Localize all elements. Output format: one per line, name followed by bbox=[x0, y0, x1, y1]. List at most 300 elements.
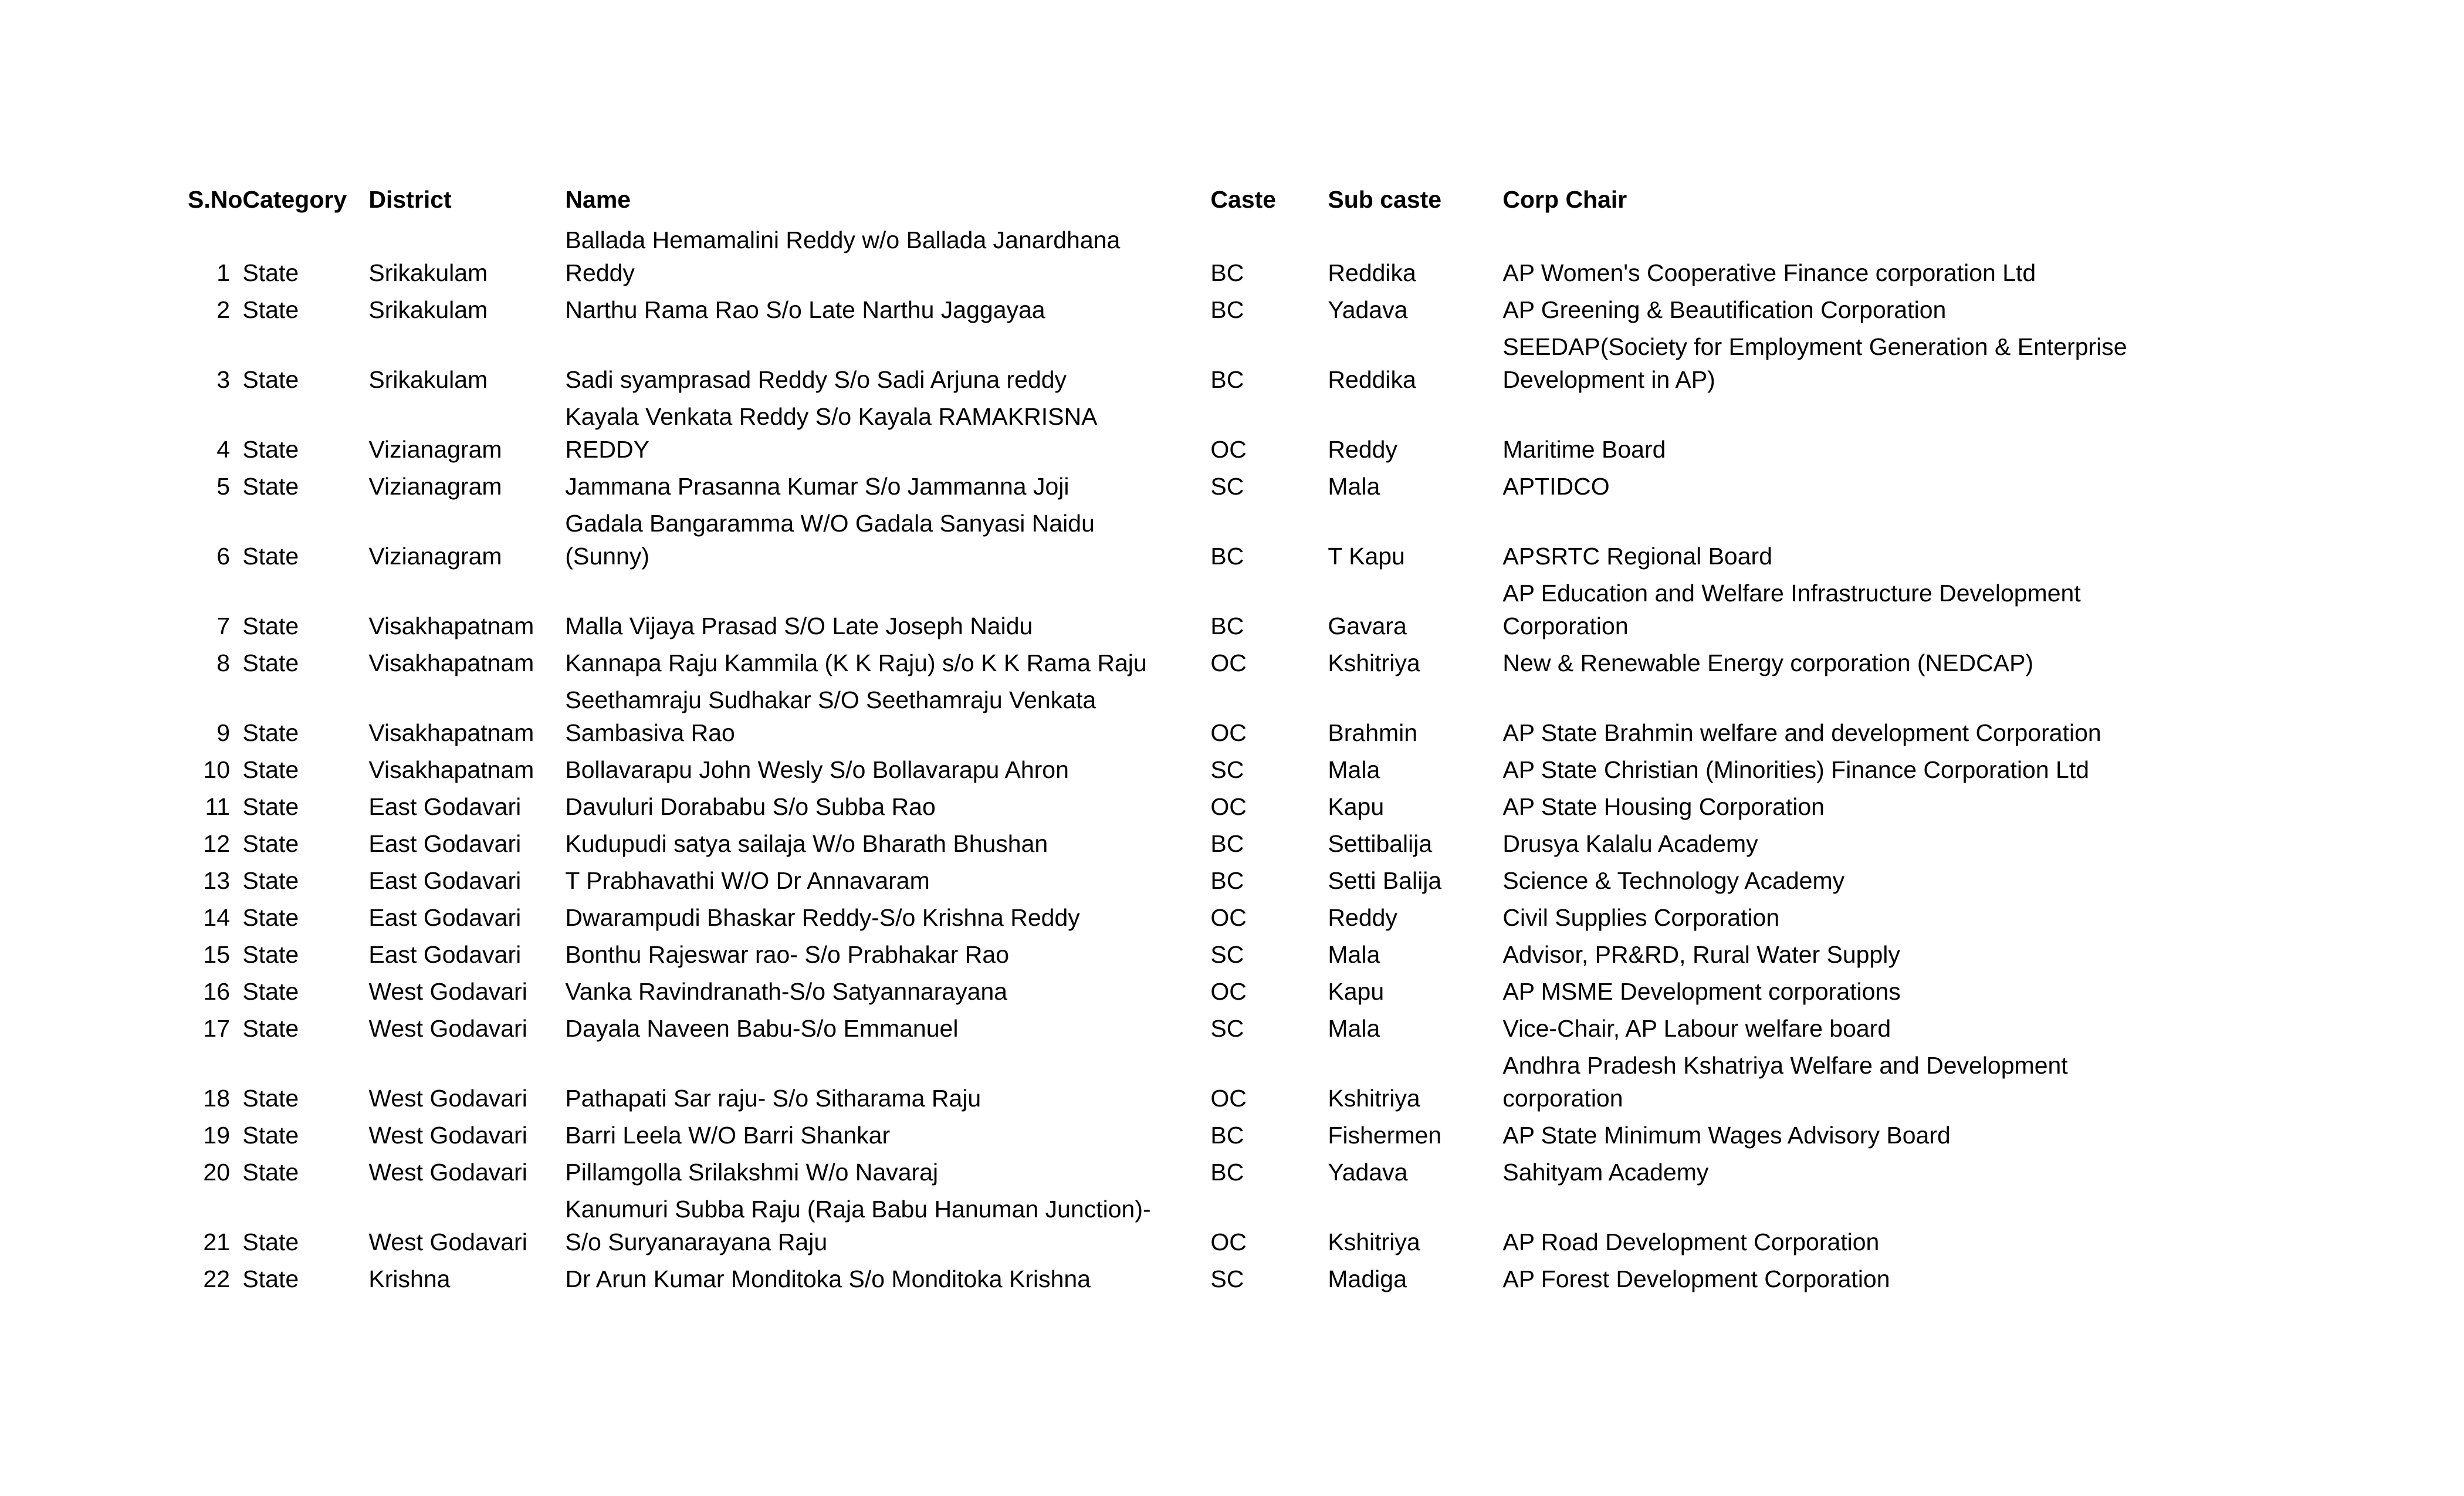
cell-category-text: State bbox=[242, 1159, 299, 1186]
table-row bbox=[176, 1259, 2160, 1296]
cell-category bbox=[242, 503, 368, 573]
cell-category bbox=[242, 327, 368, 397]
cell-category bbox=[242, 290, 368, 327]
cell-caste bbox=[1210, 935, 1328, 972]
cell-sno bbox=[176, 750, 242, 787]
cell-corp-chair-text: Advisor, PR&RD, Rural Water Supply bbox=[1502, 941, 1900, 968]
cell-district-text: East Godavari bbox=[368, 904, 522, 931]
cell-category bbox=[242, 1115, 368, 1152]
cell-sno bbox=[176, 397, 242, 466]
cell-caste bbox=[1210, 397, 1328, 466]
cell-subcaste-text: Madiga bbox=[1328, 1265, 1407, 1292]
cell-sno-text: 17 bbox=[203, 1015, 230, 1042]
cell-category-text: State bbox=[242, 649, 299, 676]
table-row bbox=[176, 397, 2160, 466]
cell-corp-chair bbox=[1502, 1008, 2160, 1045]
cell-caste bbox=[1210, 861, 1328, 898]
cell-corp-chair bbox=[1502, 220, 2160, 290]
cell-caste-text: OC bbox=[1210, 1085, 1247, 1112]
cell-district bbox=[368, 680, 565, 750]
cell-corp-chair-text: Civil Supplies Corporation bbox=[1502, 904, 1780, 931]
cell-category-text: State bbox=[242, 867, 299, 894]
cell-name bbox=[565, 327, 1210, 397]
cell-subcaste bbox=[1328, 1189, 1502, 1259]
cell-name-text: Dayala Naveen Babu-S/o Emmanuel bbox=[565, 1015, 959, 1042]
cell-subcaste-text: Kshitriya bbox=[1328, 1085, 1420, 1112]
cell-district-text: East Godavari bbox=[368, 941, 522, 968]
cell-district-text: Visakhapatnam bbox=[368, 756, 534, 783]
cell-name bbox=[565, 643, 1210, 680]
cell-district-text: East Godavari bbox=[368, 793, 522, 820]
cell-caste-text: SC bbox=[1210, 1015, 1244, 1042]
cell-subcaste bbox=[1328, 898, 1502, 935]
cell-subcaste bbox=[1328, 680, 1502, 750]
cell-category-text: State bbox=[242, 830, 299, 857]
cell-corp-chair-text: New & Renewable Energy corporation (NEDCAP) bbox=[1502, 649, 2034, 676]
cell-category-text: State bbox=[242, 904, 299, 931]
header-district: District bbox=[368, 186, 452, 213]
cell-subcaste-text: Mala bbox=[1328, 1015, 1380, 1042]
cell-corp-chair-text: AP State Housing Corporation bbox=[1502, 793, 1825, 820]
cell-corp-chair bbox=[1502, 290, 2160, 327]
cell-sno-text: 1 bbox=[216, 259, 230, 286]
cell-sno-text: 4 bbox=[216, 436, 230, 463]
cell-subcaste-text: Yadava bbox=[1328, 1159, 1408, 1186]
cell-sno-text: 19 bbox=[203, 1122, 230, 1149]
cell-subcaste-text: Kshitriya bbox=[1328, 649, 1420, 676]
table-header-row bbox=[176, 179, 2160, 220]
cell-subcaste-text: Mala bbox=[1328, 756, 1380, 783]
cell-sno bbox=[176, 680, 242, 750]
header-subcaste: Sub caste bbox=[1328, 186, 1442, 213]
cell-caste bbox=[1210, 787, 1328, 824]
cell-corp-chair bbox=[1502, 503, 2160, 573]
cell-category bbox=[242, 787, 368, 824]
cell-corp-chair-text: AP Women's Cooperative Finance corporation Ltd bbox=[1502, 259, 2036, 286]
cell-corp-chair bbox=[1502, 643, 2160, 680]
cell-caste bbox=[1210, 466, 1328, 503]
cell-caste-text: SC bbox=[1210, 756, 1244, 783]
cell-corp-chair-text: AP Education and Welfare Infrastructure Development Corporation bbox=[1502, 580, 2081, 639]
cell-sno bbox=[176, 1045, 242, 1115]
header-name: Name bbox=[565, 186, 631, 213]
cell-caste-text: BC bbox=[1210, 867, 1244, 894]
cell-name-text: Jammana Prasanna Kumar S/o Jammanna Joji bbox=[565, 473, 1069, 500]
cell-corp-chair bbox=[1502, 861, 2160, 898]
cell-subcaste-text: Gavara bbox=[1328, 612, 1407, 639]
cell-subcaste bbox=[1328, 573, 1502, 643]
cell-corp-chair bbox=[1502, 466, 2160, 503]
cell-subcaste-text: Fishermen bbox=[1328, 1122, 1442, 1149]
table-row bbox=[176, 503, 2160, 573]
cell-caste bbox=[1210, 898, 1328, 935]
cell-name bbox=[565, 824, 1210, 861]
cell-name bbox=[565, 1189, 1210, 1259]
cell-caste bbox=[1210, 503, 1328, 573]
cell-category bbox=[242, 220, 368, 290]
cell-name-text: Dwarampudi Bhaskar Reddy-S/o Krishna Reddy bbox=[565, 904, 1080, 931]
cell-sno bbox=[176, 220, 242, 290]
cell-caste bbox=[1210, 972, 1328, 1008]
cell-corp-chair-text: Sahityam Academy bbox=[1502, 1159, 1709, 1186]
cell-subcaste bbox=[1328, 327, 1502, 397]
cell-sno bbox=[176, 1152, 242, 1189]
cell-subcaste-text: Kapu bbox=[1328, 978, 1385, 1005]
cell-district bbox=[368, 935, 565, 972]
cell-sno bbox=[176, 898, 242, 935]
cell-subcaste-text: Mala bbox=[1328, 473, 1380, 500]
cell-corp-chair bbox=[1502, 1259, 2160, 1296]
cell-name-text: Seethamraju Sudhakar S/O Seethamraju Venkata Sambasiva Rao bbox=[565, 686, 1096, 746]
cell-district-text: West Godavari bbox=[368, 1085, 527, 1112]
cell-subcaste bbox=[1328, 1045, 1502, 1115]
cell-caste-text: BC bbox=[1210, 296, 1244, 323]
cell-name-text: Kannapa Raju Kammila (K K Raju) s/o K K Rama Raju bbox=[565, 649, 1147, 676]
cell-caste-text: BC bbox=[1210, 1159, 1244, 1186]
cell-caste-text: OC bbox=[1210, 904, 1247, 931]
cell-subcaste bbox=[1328, 972, 1502, 1008]
cell-name bbox=[565, 466, 1210, 503]
table-row bbox=[176, 573, 2160, 643]
cell-category bbox=[242, 935, 368, 972]
cell-corp-chair-text: AP State Brahmin welfare and development Corporation bbox=[1502, 719, 2101, 746]
cell-category-text: State bbox=[242, 1085, 299, 1112]
cell-caste-text: SC bbox=[1210, 941, 1244, 968]
cell-subcaste-text: Kapu bbox=[1328, 793, 1385, 820]
cell-district bbox=[368, 220, 565, 290]
cell-name-text: Bonthu Rajeswar rao- S/o Prabhakar Rao bbox=[565, 941, 1010, 968]
cell-category-text: State bbox=[242, 793, 299, 820]
cell-caste-text: SC bbox=[1210, 473, 1244, 500]
table-row bbox=[176, 861, 2160, 898]
cell-sno-text: 16 bbox=[203, 978, 230, 1005]
cell-corp-chair bbox=[1502, 935, 2160, 972]
cell-district bbox=[368, 466, 565, 503]
cell-caste-text: OC bbox=[1210, 719, 1247, 746]
cell-district-text: West Godavari bbox=[368, 1159, 527, 1186]
cell-district-text: Srikakulam bbox=[368, 296, 488, 323]
cell-subcaste-text: Reddika bbox=[1328, 259, 1416, 286]
cell-caste-text: OC bbox=[1210, 1228, 1247, 1255]
cell-subcaste bbox=[1328, 1115, 1502, 1152]
cell-corp-chair-text: Science & Technology Academy bbox=[1502, 867, 1845, 894]
cell-caste bbox=[1210, 1152, 1328, 1189]
cell-district-text: Krishna bbox=[368, 1265, 451, 1292]
cell-subcaste-text: Reddy bbox=[1328, 904, 1397, 931]
cell-name-text: Kanumuri Subba Raju (Raja Babu Hanuman Junction)-S/o Suryanarayana Raju bbox=[565, 1196, 1151, 1255]
cell-district-text: Srikakulam bbox=[368, 366, 488, 393]
cell-name bbox=[565, 972, 1210, 1008]
cell-district-text: West Godavari bbox=[368, 1228, 527, 1255]
cell-category bbox=[242, 898, 368, 935]
cell-district bbox=[368, 503, 565, 573]
table-row bbox=[176, 750, 2160, 787]
cell-corp-chair bbox=[1502, 750, 2160, 787]
cell-district bbox=[368, 327, 565, 397]
table-row bbox=[176, 680, 2160, 750]
cell-corp-chair bbox=[1502, 1189, 2160, 1259]
cell-corp-chair bbox=[1502, 327, 2160, 397]
cell-sno-text: 12 bbox=[203, 830, 230, 857]
table-row bbox=[176, 1152, 2160, 1189]
cell-category bbox=[242, 680, 368, 750]
table-row bbox=[176, 220, 2160, 290]
cell-category bbox=[242, 1259, 368, 1296]
cell-subcaste-text: Setti Balija bbox=[1328, 867, 1442, 894]
cell-district-text: Visakhapatnam bbox=[368, 719, 534, 746]
cell-sno-text: 11 bbox=[205, 793, 230, 820]
cell-sno-text: 21 bbox=[203, 1228, 230, 1255]
cell-district-text: Srikakulam bbox=[368, 259, 488, 286]
cell-subcaste bbox=[1328, 935, 1502, 972]
cell-subcaste bbox=[1328, 861, 1502, 898]
cell-caste bbox=[1210, 1115, 1328, 1152]
cell-name-text: Kayala Venkata Reddy S/o Kayala RAMAKRISNA REDDY bbox=[565, 403, 1096, 463]
cell-subcaste bbox=[1328, 750, 1502, 787]
cell-name-text: T Prabhavathi W/O Dr Annavaram bbox=[565, 867, 930, 894]
cell-subcaste bbox=[1328, 290, 1502, 327]
cell-sno bbox=[176, 290, 242, 327]
cell-district bbox=[368, 643, 565, 680]
cell-category-text: State bbox=[242, 978, 299, 1005]
cell-district bbox=[368, 1259, 565, 1296]
cell-district-text: Vizianagram bbox=[368, 543, 502, 570]
cell-corp-chair bbox=[1502, 787, 2160, 824]
table-body bbox=[176, 220, 2160, 1296]
cell-name-text: Pathapati Sar raju- S/o Sitharama Raju bbox=[565, 1085, 981, 1112]
cell-name bbox=[565, 861, 1210, 898]
cell-corp-chair bbox=[1502, 573, 2160, 643]
cell-name bbox=[565, 503, 1210, 573]
cell-name-text: Narthu Rama Rao S/o Late Narthu Jaggayaa bbox=[565, 296, 1045, 323]
cell-name-text: Malla Vijaya Prasad S/O Late Joseph Naidu bbox=[565, 612, 1033, 639]
cell-category bbox=[242, 1008, 368, 1045]
cell-corp-chair-text: AP State Minimum Wages Advisory Board bbox=[1502, 1122, 1951, 1149]
cell-subcaste-text: Mala bbox=[1328, 941, 1380, 968]
cell-subcaste-text: Reddika bbox=[1328, 366, 1416, 393]
table-row bbox=[176, 972, 2160, 1008]
cell-subcaste-text: T Kapu bbox=[1328, 543, 1405, 570]
table-row bbox=[176, 1189, 2160, 1259]
cell-corp-chair bbox=[1502, 1115, 2160, 1152]
cell-name-text: Dr Arun Kumar Monditoka S/o Monditoka Krishna bbox=[565, 1265, 1091, 1292]
cell-category bbox=[242, 824, 368, 861]
cell-district bbox=[368, 573, 565, 643]
cell-name bbox=[565, 898, 1210, 935]
header-corp-chair: Corp Chair bbox=[1502, 186, 1627, 213]
cell-district bbox=[368, 1189, 565, 1259]
cell-category-text: State bbox=[242, 1122, 299, 1149]
cell-category-text: State bbox=[242, 719, 299, 746]
cell-caste-text: BC bbox=[1210, 366, 1244, 393]
cell-district bbox=[368, 824, 565, 861]
cell-category bbox=[242, 643, 368, 680]
cell-district bbox=[368, 1008, 565, 1045]
cell-caste bbox=[1210, 824, 1328, 861]
cell-district-text: East Godavari bbox=[368, 830, 522, 857]
cell-category-text: State bbox=[242, 756, 299, 783]
cell-district bbox=[368, 972, 565, 1008]
cell-name-text: Sadi syamprasad Reddy S/o Sadi Arjuna reddy bbox=[565, 366, 1067, 393]
cell-corp-chair-text: AP Greening & Beautification Corporation bbox=[1502, 296, 1947, 323]
cell-category-text: State bbox=[242, 1228, 299, 1255]
cell-district-text: East Godavari bbox=[368, 867, 522, 894]
cell-subcaste bbox=[1328, 643, 1502, 680]
cell-category bbox=[242, 573, 368, 643]
cell-name-text: Kudupudi satya sailaja W/o Bharath Bhushan bbox=[565, 830, 1048, 857]
cell-name bbox=[565, 750, 1210, 787]
cell-subcaste bbox=[1328, 1259, 1502, 1296]
cell-caste-text: SC bbox=[1210, 1265, 1244, 1292]
cell-category-text: State bbox=[242, 1015, 299, 1042]
cell-caste-text: BC bbox=[1210, 543, 1244, 570]
cell-category bbox=[242, 1152, 368, 1189]
cell-sno bbox=[176, 861, 242, 898]
cell-name bbox=[565, 1115, 1210, 1152]
cell-sno-text: 8 bbox=[216, 649, 230, 676]
cell-category bbox=[242, 466, 368, 503]
cell-name bbox=[565, 1008, 1210, 1045]
cell-corp-chair-text: Vice-Chair, AP Labour welfare board bbox=[1502, 1015, 1891, 1042]
cell-name bbox=[565, 680, 1210, 750]
cell-name-text: Bollavarapu John Wesly S/o Bollavarapu Ahron bbox=[565, 756, 1069, 783]
cell-district-text: Vizianagram bbox=[368, 473, 502, 500]
cell-sno bbox=[176, 787, 242, 824]
cell-caste bbox=[1210, 750, 1328, 787]
cell-sno bbox=[176, 1259, 242, 1296]
cell-corp-chair bbox=[1502, 1152, 2160, 1189]
cell-category-text: State bbox=[242, 259, 299, 286]
cell-caste bbox=[1210, 1008, 1328, 1045]
header-category: Category bbox=[242, 186, 347, 213]
table-row bbox=[176, 643, 2160, 680]
cell-sno-text: 10 bbox=[203, 756, 230, 783]
cell-sno bbox=[176, 466, 242, 503]
header-sno: S.No bbox=[188, 186, 243, 213]
cell-district bbox=[368, 787, 565, 824]
cell-name-text: Vanka Ravindranath-S/o Satyannarayana bbox=[565, 978, 1008, 1005]
cell-caste-text: OC bbox=[1210, 978, 1247, 1005]
cell-district bbox=[368, 1045, 565, 1115]
cell-corp-chair-text: AP Road Development Corporation bbox=[1502, 1228, 1880, 1255]
cell-corp-chair bbox=[1502, 680, 2160, 750]
cell-category-text: State bbox=[242, 366, 299, 393]
cell-corp-chair-text: Maritime Board bbox=[1502, 436, 1666, 463]
cell-district bbox=[368, 1115, 565, 1152]
cell-sno-text: 13 bbox=[203, 867, 230, 894]
cell-caste-text: OC bbox=[1210, 793, 1247, 820]
cell-name bbox=[565, 220, 1210, 290]
cell-category-text: State bbox=[242, 941, 299, 968]
cell-sno bbox=[176, 573, 242, 643]
cell-caste-text: BC bbox=[1210, 259, 1244, 286]
cell-district-text: Vizianagram bbox=[368, 436, 502, 463]
cell-subcaste bbox=[1328, 1152, 1502, 1189]
cell-sno bbox=[176, 643, 242, 680]
cell-district bbox=[368, 397, 565, 466]
cell-name bbox=[565, 1045, 1210, 1115]
cell-sno bbox=[176, 1115, 242, 1152]
cell-name bbox=[565, 397, 1210, 466]
cell-name bbox=[565, 935, 1210, 972]
cell-subcaste bbox=[1328, 787, 1502, 824]
cell-subcaste bbox=[1328, 397, 1502, 466]
cell-category-text: State bbox=[242, 612, 299, 639]
cell-subcaste-text: Brahmin bbox=[1328, 719, 1418, 746]
cell-district-text: West Godavari bbox=[368, 978, 527, 1005]
cell-caste-text: OC bbox=[1210, 649, 1247, 676]
cell-category bbox=[242, 750, 368, 787]
cell-subcaste bbox=[1328, 503, 1502, 573]
cell-category bbox=[242, 972, 368, 1008]
cell-sno bbox=[176, 1189, 242, 1259]
cell-caste-text: BC bbox=[1210, 612, 1244, 639]
spreadsheet-page bbox=[176, 179, 2160, 1296]
cell-caste bbox=[1210, 327, 1328, 397]
cell-caste bbox=[1210, 643, 1328, 680]
cell-subcaste-text: Settibalija bbox=[1328, 830, 1433, 857]
table-row bbox=[176, 327, 2160, 397]
cell-name-text: Pillamgolla Srilakshmi W/o Navaraj bbox=[565, 1159, 939, 1186]
cell-caste bbox=[1210, 680, 1328, 750]
cell-corp-chair-text: AP Forest Development Corporation bbox=[1502, 1265, 1890, 1292]
cell-subcaste-text: Reddy bbox=[1328, 436, 1397, 463]
cell-caste-text: BC bbox=[1210, 1122, 1244, 1149]
cell-sno-text: 5 bbox=[216, 473, 230, 500]
cell-corp-chair-text: Drusya Kalalu Academy bbox=[1502, 830, 1758, 857]
cell-subcaste-text: Yadava bbox=[1328, 296, 1408, 323]
cell-category-text: State bbox=[242, 1265, 299, 1292]
cell-sno-text: 15 bbox=[203, 941, 230, 968]
cell-caste bbox=[1210, 220, 1328, 290]
cell-sno-text: 6 bbox=[216, 543, 230, 570]
cell-subcaste bbox=[1328, 1008, 1502, 1045]
cell-subcaste bbox=[1328, 466, 1502, 503]
cell-district bbox=[368, 750, 565, 787]
table-row bbox=[176, 787, 2160, 824]
cell-name-text: Ballada Hemamalini Reddy w/o Ballada Janardhana Reddy bbox=[565, 226, 1121, 286]
cell-name bbox=[565, 1152, 1210, 1189]
table-row bbox=[176, 290, 2160, 327]
cell-sno-text: 20 bbox=[203, 1159, 230, 1186]
cell-district bbox=[368, 861, 565, 898]
cell-sno-text: 7 bbox=[216, 612, 230, 639]
table-row bbox=[176, 824, 2160, 861]
cell-name-text: Gadala Bangaramma W/O Gadala Sanyasi Naidu (Sunny) bbox=[565, 510, 1095, 570]
cell-subcaste-text: Kshitriya bbox=[1328, 1228, 1420, 1255]
cell-sno bbox=[176, 935, 242, 972]
cell-sno bbox=[176, 1008, 242, 1045]
table-row bbox=[176, 466, 2160, 503]
cell-corp-chair bbox=[1502, 824, 2160, 861]
cell-corp-chair bbox=[1502, 397, 2160, 466]
cell-corp-chair-text: SEEDAP(Society for Employment Generation & Enterprise Development in AP) bbox=[1502, 333, 2127, 393]
cell-category-text: State bbox=[242, 543, 299, 570]
cell-corp-chair-text: AP State Christian (Minorities) Finance Corporation Ltd bbox=[1502, 756, 2090, 783]
cell-caste bbox=[1210, 1259, 1328, 1296]
cell-district bbox=[368, 290, 565, 327]
cell-sno bbox=[176, 327, 242, 397]
cell-district-text: West Godavari bbox=[368, 1015, 527, 1042]
appointments-table bbox=[176, 179, 2160, 1296]
cell-subcaste bbox=[1328, 220, 1502, 290]
cell-district bbox=[368, 898, 565, 935]
cell-district bbox=[368, 1152, 565, 1189]
cell-name bbox=[565, 573, 1210, 643]
cell-category bbox=[242, 861, 368, 898]
cell-category-text: State bbox=[242, 436, 299, 463]
table-row bbox=[176, 1008, 2160, 1045]
